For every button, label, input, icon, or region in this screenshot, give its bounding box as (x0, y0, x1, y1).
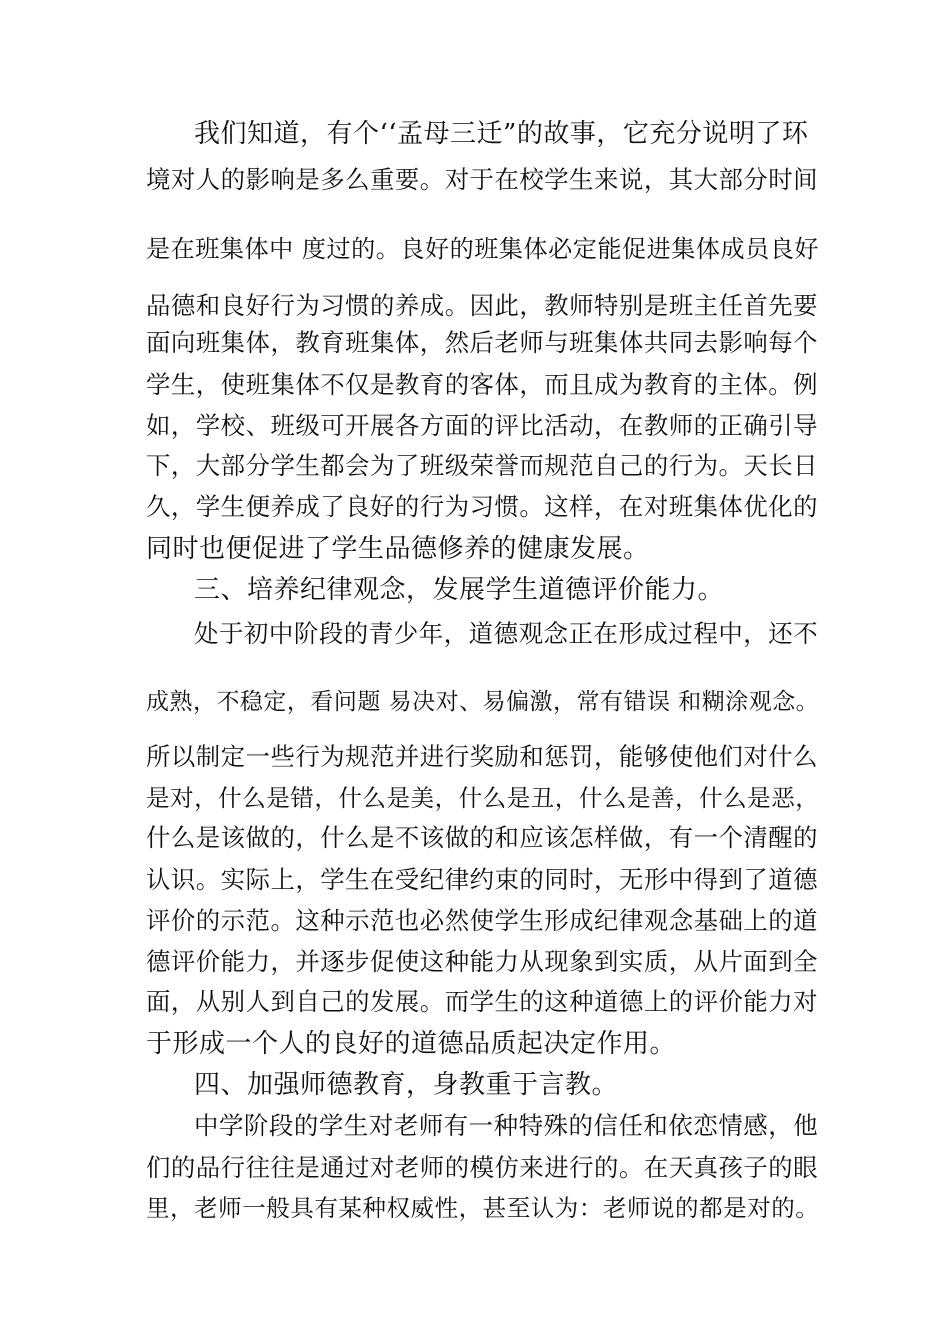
section-heading: 三、培养纪律观念，发展学生道德评价能力。 (194, 575, 725, 605)
text-line: 成熟，不稳定，看问题 易决对、易偏激，常有错误 和糊涂观念。 (146, 689, 820, 715)
section-heading: 四、加强师德教育，身教重于言教。 (194, 1070, 619, 1100)
text-line: 我们知道，有个‘‘孟母三迁”的故事，它充分说明了环 (194, 119, 809, 149)
text-line: 面向班集体，教育班集体，然后老师与班集体共同去影响每个 (146, 328, 819, 357)
text-line: 久，学生便养成了良好的行为习惯。这样，在对班集体优化的 (146, 492, 819, 521)
text-line: 处于初中阶段的青少年，道德观念正在形成过程中，还不 (194, 619, 819, 648)
text-line: 品德和良好行为习惯的养成。因此，教师特别是班主任首先要 (146, 291, 819, 320)
text-line: 于形成一个人的良好的道德品质起决定作用。 (146, 1029, 677, 1059)
text-line: 下，大部分学生都会为了班级荣誉而规范自己的行为。天长日 (146, 451, 819, 480)
text-line: 是在班集体中 度过的。良好的班集体必定能促进集体成员良好 (146, 235, 820, 263)
text-line: 德评价能力，并逐步促使这种能力从现象到实质，从片面到全 (146, 947, 819, 976)
text-line: 评价的示范。这种示范也必然使学生形成纪律观念基础上的道 (146, 906, 819, 935)
text-line: 所以制定一些行为规范并进行奖励和惩罚，能够使他们对什么 (146, 742, 819, 771)
text-line: 学生，使班集体不仅是教育的客体，而且成为教育的主体。例 (146, 370, 819, 399)
text-line: 面，从别人到自己的发展。而学生的这种道德上的评价能力对 (146, 987, 819, 1016)
text-line: 什么是该做的，什么是不该做的和应该怎样做，有一个清醒的 (146, 823, 819, 852)
text-line: 里，老师一般具有某种权威性，甚至认为：老师说的都是对的。 (146, 1194, 820, 1222)
text-line: 是对，什么是错，什么是美，什么是丑，什么是善，什么是恶， (146, 784, 820, 812)
text-line: 们的品行往往是通过对老师的模仿来进行的。在天真孩子的眼 (146, 1153, 819, 1182)
text-line: 同时也便促进了学生品德修养的健康发展。 (146, 534, 650, 564)
text-line: 中学阶段的学生对老师有一种特殊的信任和依恋情感，他 (194, 1111, 819, 1140)
text-line: 认识。实际上，学生在受纪律约束的同时，无形中得到了道德 (146, 865, 819, 894)
text-line: 如，学校、班级可开展各方面的评比活动，在教师的正确引导 (146, 411, 819, 440)
text-line: 境对人的影响是多么重要。对于在校学生来说，其大部分时间 (146, 165, 819, 194)
